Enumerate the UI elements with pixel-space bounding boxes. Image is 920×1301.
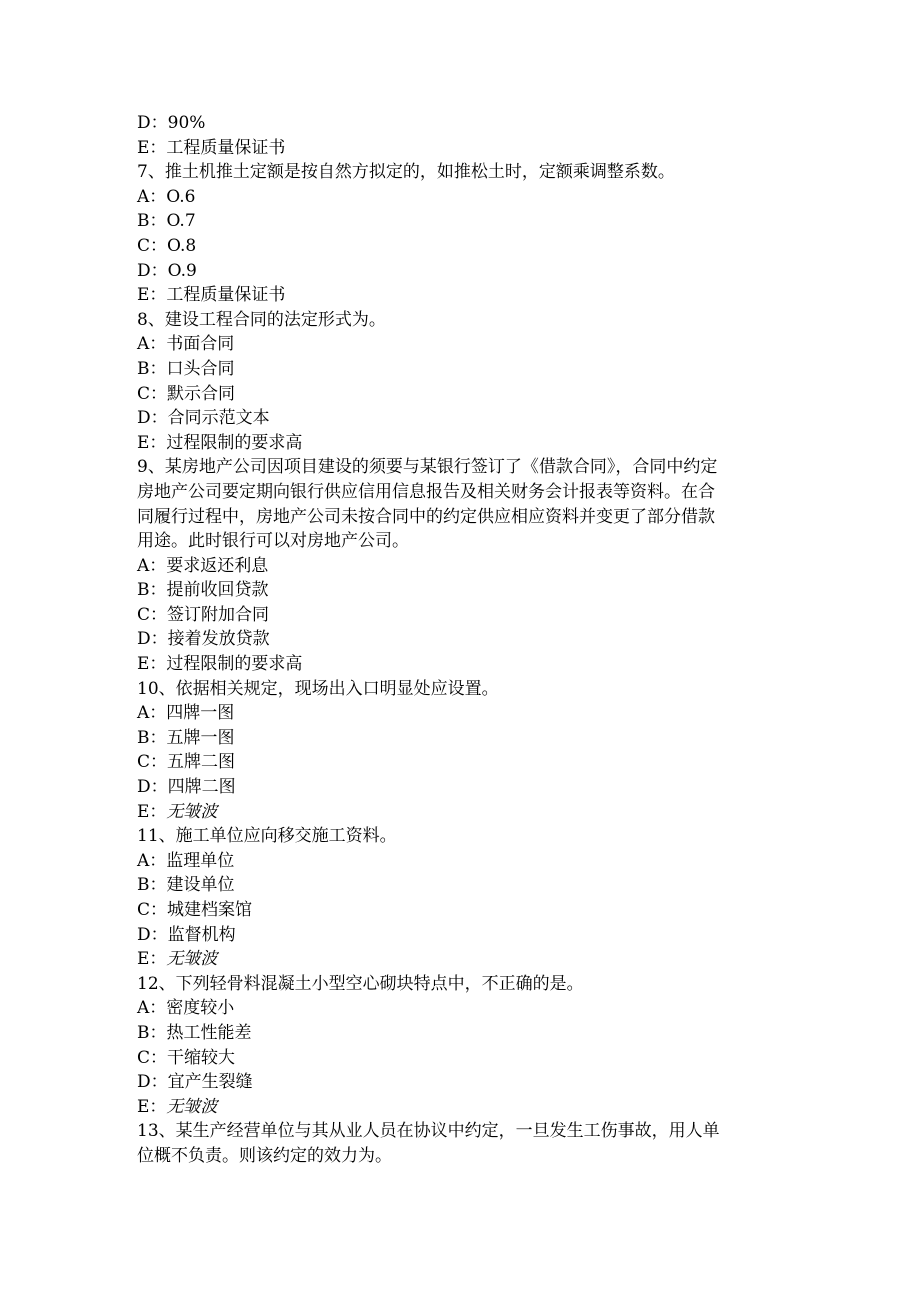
option-prefix: E：: [137, 949, 167, 970]
option-d: D：O.9: [137, 260, 197, 281]
question-9-line-3: 同履行过程中，房地产公司未按合同中的约定供应相应资料并变更了部分借款: [137, 506, 715, 527]
option-d: D：宜产生裂缝: [137, 1072, 253, 1093]
option-b: B：热工性能差: [137, 1022, 252, 1043]
option-c: C：O.8: [137, 235, 197, 256]
option-a: A：书面合同: [137, 334, 235, 355]
option-e: E：工程质量保证书: [137, 285, 286, 306]
option-e: E：过程限制的要求高: [137, 432, 303, 453]
option-e: [137, 800, 787, 825]
question-7: 7、推土机推土定额是按自然方拟定的，如推松土时，定额乘调整系数。: [137, 162, 675, 183]
option-d: D：四牌二图: [137, 777, 236, 798]
option-c: C：城建档案馆: [137, 900, 253, 920]
option-e: E：过程限制的要求高: [137, 654, 303, 675]
option-b: B：建设单位: [137, 875, 235, 896]
option-a: A：四牌一图: [137, 703, 235, 724]
option-b: B：提前收回贷款: [137, 580, 269, 601]
question-12: 12、下列轻骨料混凝土小型空心砌块特点中，不正确的是。: [137, 973, 584, 994]
option-a: A：密度较小: [137, 998, 235, 1019]
text-line: E：工程质量保证书: [137, 137, 286, 158]
question-9-line-2: 房地产公司要定期向银行供应信用信息报告及相关财务会计报表等资料。在合: [137, 481, 715, 502]
option-prefix: E：: [137, 801, 167, 822]
option-b: B：口头合同: [137, 358, 235, 379]
question-9-line-1: 9、某房地产公司因项目建设的须要与某银行签订了《借款合同》，合同中约定: [137, 457, 718, 478]
option-text-italic: 无皱波: [166, 1096, 218, 1117]
option-a: A：监理单位: [137, 850, 235, 871]
text-line: D：90%: [137, 113, 206, 133]
option-e: [137, 947, 787, 972]
option-d: D：合同示范文本: [137, 408, 270, 429]
option-text-italic: 无皱波: [166, 949, 218, 970]
option-c: C：五牌二图: [137, 752, 236, 773]
question-11: 11、施工单位应向移交施工资料。: [137, 826, 397, 847]
question-9-line-4: 用途。此时银行可以对房地产公司。: [137, 531, 409, 552]
option-a: A：O.6: [137, 186, 196, 207]
option-c: C：签订附加合同: [137, 604, 270, 625]
option-c: C：干缩较大: [137, 1047, 236, 1068]
option-c: C：默示合同: [137, 383, 236, 404]
option-b: B：五牌一图: [137, 727, 235, 748]
document-body: [137, 111, 787, 1169]
question-13-line-1: 13、某生产经营单位与其从业人员在协议中约定，一旦发生工伤事故，用人单: [137, 1121, 720, 1142]
option-d: D：监督机构: [137, 924, 236, 945]
question-13-line-2: 位概不负责。则该约定的效力为。: [137, 1145, 392, 1166]
option-text-italic: 无皱波: [166, 801, 218, 822]
option-e: [137, 1095, 787, 1120]
question-10: 10、依据相关规定，现场出入口明显处应设置。: [137, 678, 499, 699]
question-8: 8、建设工程合同的法定形式为。: [137, 309, 386, 330]
option-prefix: E：: [137, 1096, 167, 1117]
option-b: B：O.7: [137, 211, 196, 232]
option-d: D：接着发放贷款: [137, 629, 270, 650]
option-a: A：要求返还利息: [137, 555, 269, 576]
